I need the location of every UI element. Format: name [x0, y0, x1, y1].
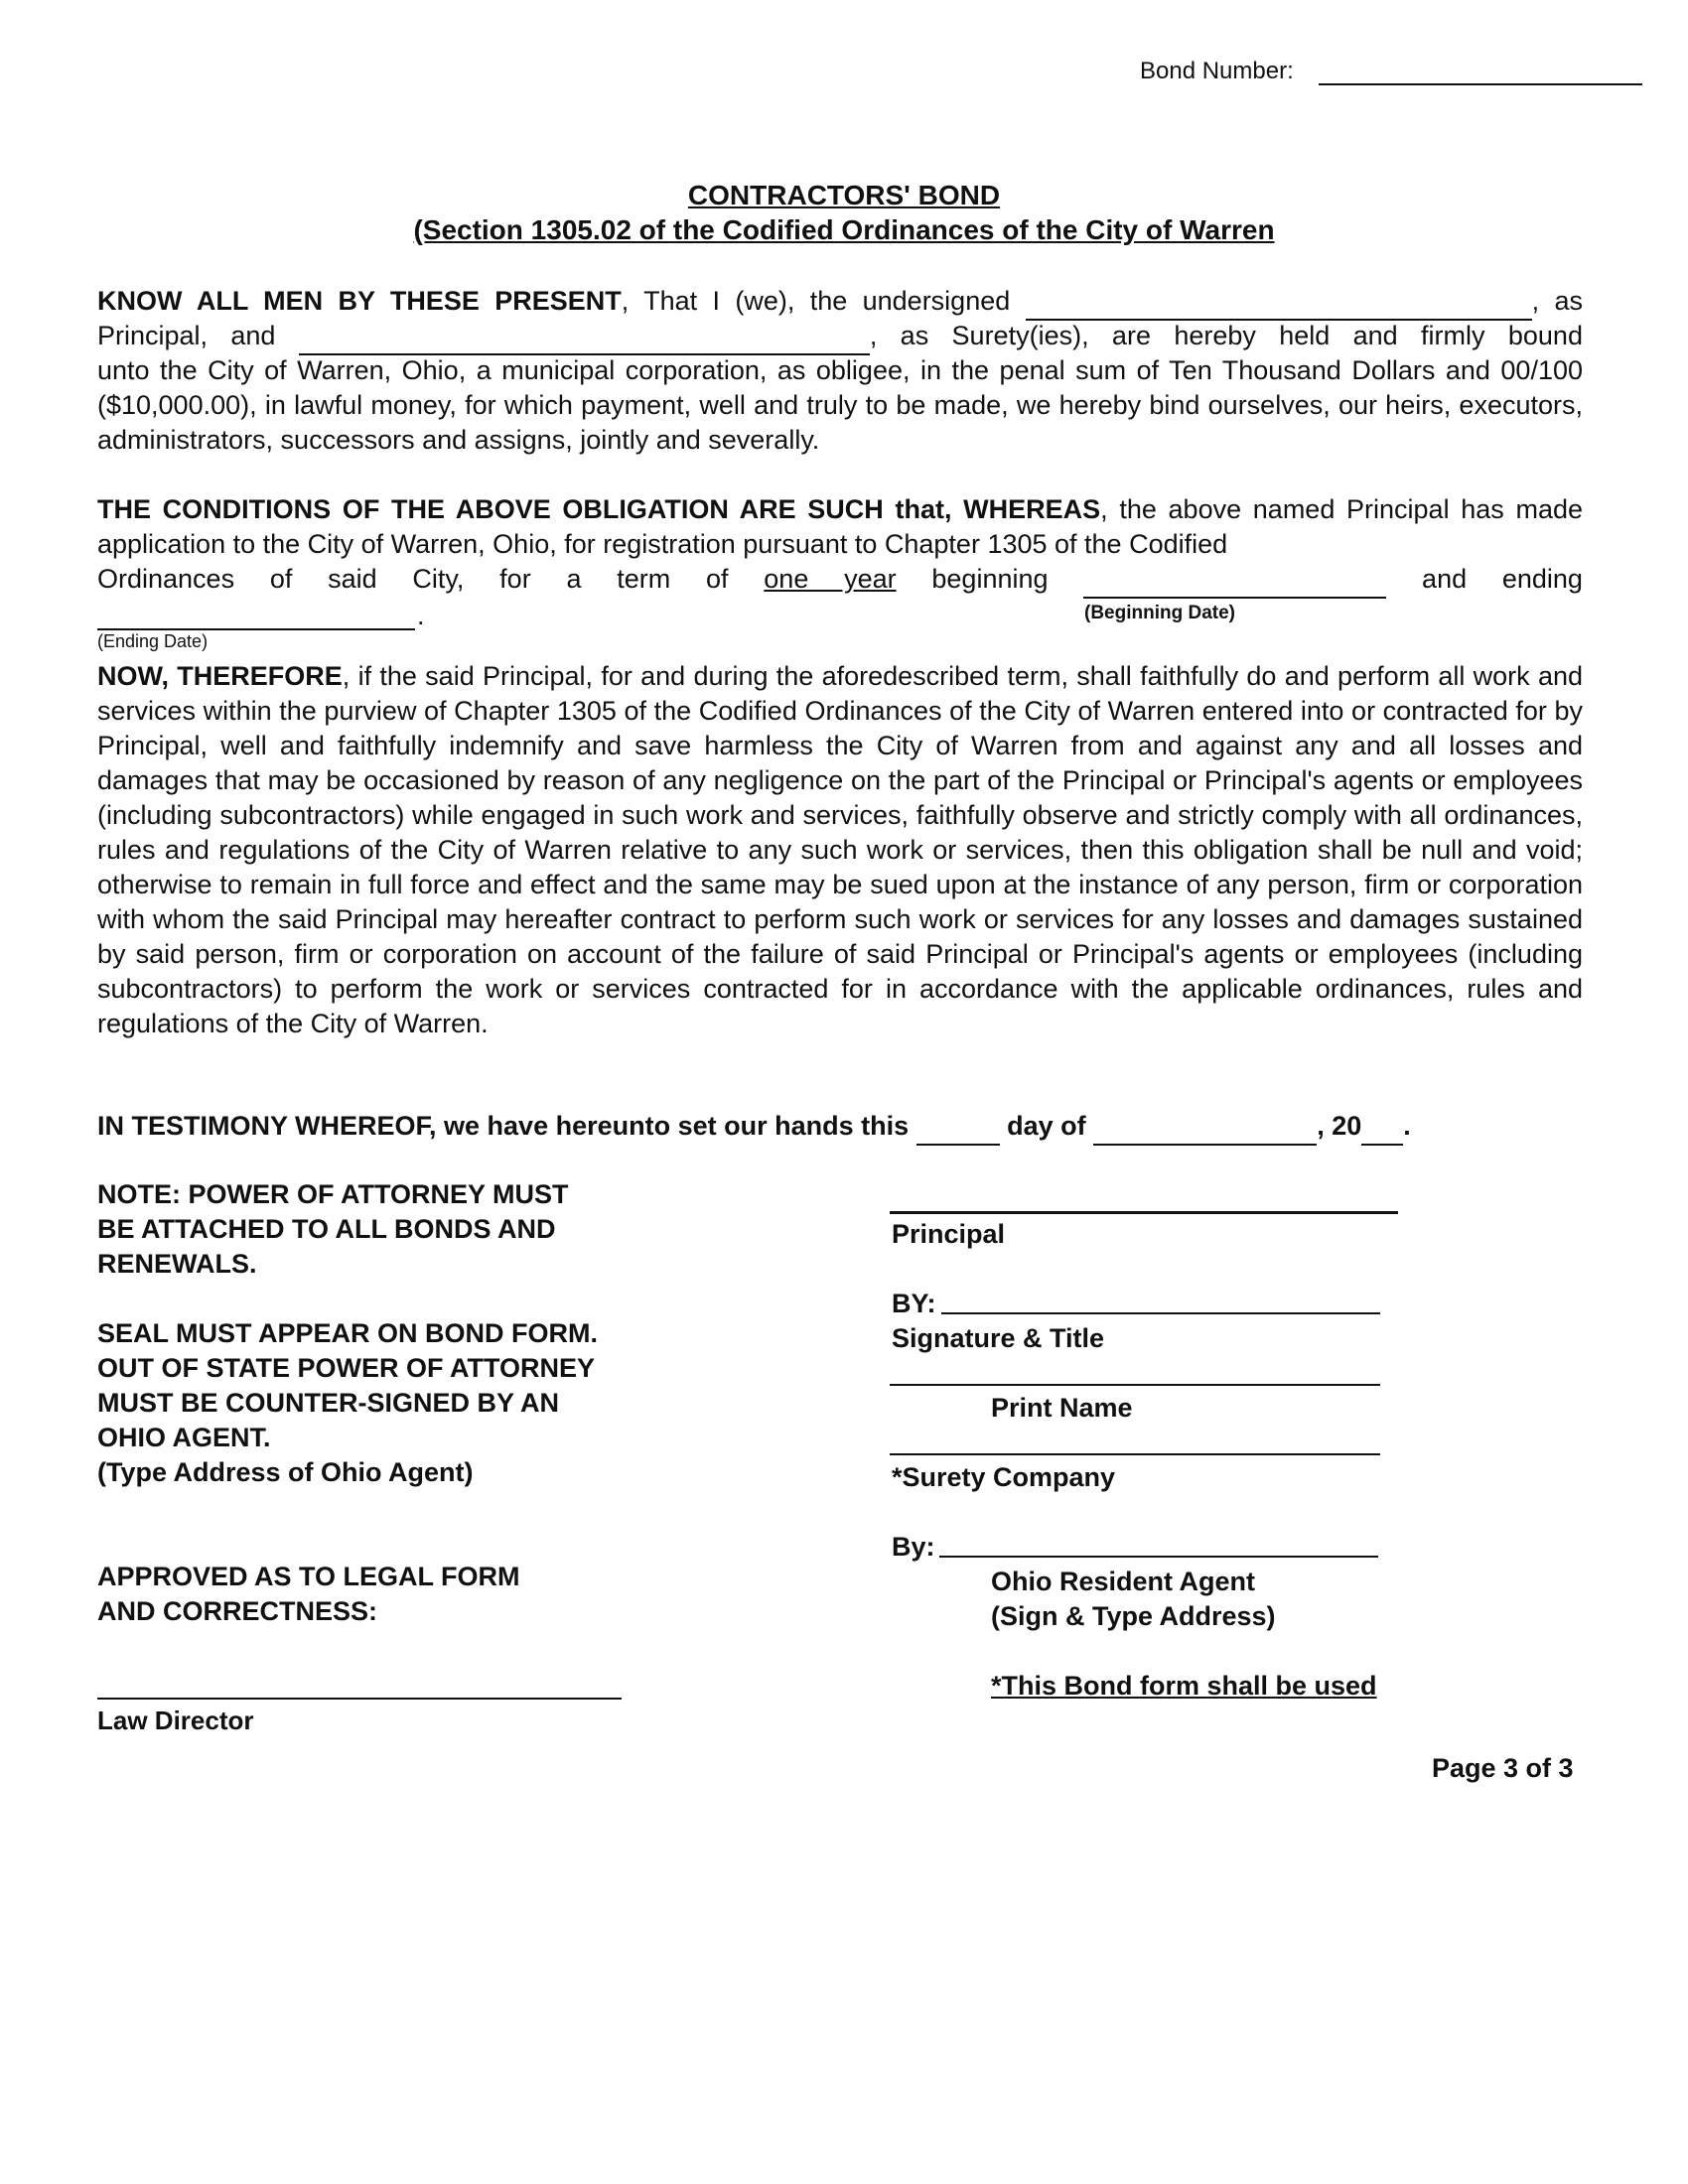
month-line[interactable] — [1093, 1109, 1317, 1146]
by-label-2: By: — [892, 1532, 935, 1562]
para2-text1: , the above named Principal has made application to the City of Warren, Ohio, for registration pursuant to Chapter 1305 of the Codified — [97, 494, 1584, 559]
ending-date-line[interactable] — [97, 628, 415, 630]
by-label-1: BY: — [892, 1289, 936, 1318]
para3-body — [97, 659, 1583, 1041]
para2-lead: THE CONDITIONS OF THE ABOVE OBLIGATION ARE SUCH that, WHEREAS — [97, 494, 1101, 524]
para1-body: unto the City of Warren, Ohio, a municipal corporation, as obligee, in the penal sum of Ten Thousand Dollars and 00/100 ($10,000.00), in lawful money, for which payment, well and truly to be made, we hereby bind ourselves, our heirs, executors, administrators, successors and assigns, jointly and severally. — [97, 355, 1583, 455]
bond-form-note: *This Bond form shall be used — [991, 1671, 1377, 1701]
para1-text2: , as — [1531, 286, 1583, 316]
title-line1: CONTRACTORS' BOND — [687, 180, 1001, 210]
ending-date-label: (Ending Date) — [97, 631, 209, 651]
approved-note — [97, 1560, 520, 1629]
para2-text2c: beginning — [931, 564, 1049, 594]
note-power-of-attorney — [97, 1177, 569, 1282]
testimony-text3: , 20 — [1317, 1111, 1362, 1141]
surety-company-label: *Surety Company — [892, 1462, 1116, 1492]
approved-line2: AND CORRECTNESS: — [97, 1596, 378, 1626]
para3-text: , if the said Principal, for and during the aforedescribed term, shall faithfully do and perform all work and services within the purview of Chapter 1305 of the Codified Ordinances of the City of Warren entered into or contracted for by Principal, well and faithfully indemnify and save harmless the City of Warren from and against any and all losses and damages that may be occasioned by reason of any negligence on the part of the Principal or Principal's agents or employees (including subcontractors) while engaged in such work and services, faithfully observe and strictly comply with all ordinances, rules and regulations of the City of Warren relative to any such work or services, then this obligation shall be null and void; otherwise to remain in full force and effect and the same may be sued upon at the instance of any person, firm or corporation with whom the said Principal may hereafter contract to perform such work or services for any losses and damages sustained by said person, firm or corporation on account of the failure of said Principal or Principal's agents or employees (including subcontractors) to perform the work or services contracted for in accordance with the applicable ordinances, rules and regulations of the City of Warren. — [97, 661, 1583, 1038]
para1-text1: , That I (we), the undersigned — [621, 286, 1011, 316]
signature-title-label: Signature & Title — [892, 1323, 1105, 1353]
law-director-signature-line[interactable] — [97, 1698, 622, 1700]
print-name-line[interactable] — [890, 1384, 1380, 1386]
print-name-label: Print Name — [991, 1393, 1133, 1423]
bond-number-label: Bond Number: — [1140, 58, 1294, 84]
note1-line1: NOTE: POWER OF ATTORNEY MUST — [97, 1179, 569, 1209]
year-line[interactable] — [1361, 1109, 1403, 1146]
note1-line2: BE ATTACHED TO ALL BONDS AND — [97, 1214, 556, 1244]
note2-line4: OHIO AGENT. — [97, 1423, 271, 1452]
law-director-label: Law Director — [97, 1706, 254, 1735]
note2-line5: (Type Address of Ohio Agent) — [97, 1457, 474, 1487]
note2-line3: MUST BE COUNTER-SIGNED BY AN — [97, 1388, 560, 1418]
term-one-year: one year — [764, 564, 897, 594]
principal-signature-line[interactable] — [890, 1211, 1398, 1214]
principal-label: Principal — [892, 1219, 1006, 1249]
bond-number-line[interactable] — [1319, 83, 1642, 85]
surety-company-line[interactable] — [890, 1453, 1380, 1455]
para2-intro — [97, 492, 1583, 562]
ending-date-period: . — [417, 601, 425, 630]
para3-lead: NOW, THEREFORE — [97, 661, 343, 691]
para1-lead: KNOW ALL MEN BY THESE PRESENT — [97, 286, 622, 316]
para2-text2a: Ordinances of said City, for a term of — [97, 564, 729, 594]
ohio-agent-line2: (Sign & Type Address) — [991, 1601, 1276, 1631]
note2-line1: SEAL MUST APPEAR ON BOND FORM. — [97, 1318, 599, 1348]
testimony-text4: . — [1403, 1111, 1411, 1141]
principal-name-line[interactable] — [1026, 284, 1532, 321]
note-seal — [97, 1316, 598, 1490]
para2-term-line — [97, 562, 1583, 599]
testimony-text1: IN TESTIMONY WHEREOF, we have hereunto set our hands this — [97, 1111, 910, 1141]
para1-line2 — [97, 319, 1583, 355]
para1-text4: , as Surety(ies), are hereby held and firmly bound — [869, 321, 1583, 350]
ohio-agent-line1: Ohio Resident Agent — [991, 1567, 1256, 1596]
beginning-date-label: (Beginning Date) — [1084, 603, 1235, 623]
ohio-agent-block — [991, 1565, 1276, 1634]
testimony-line — [97, 1109, 1411, 1146]
note2-line2: OUT OF STATE POWER OF ATTORNEY — [97, 1353, 595, 1383]
para1-text3: Principal, and — [97, 321, 276, 350]
surety-name-line[interactable] — [299, 319, 870, 355]
bond-number-field — [1140, 58, 1294, 85]
approved-line1: APPROVED AS TO LEGAL FORM — [97, 1562, 520, 1591]
by-signature-line-1[interactable] — [941, 1312, 1380, 1314]
page-number: Page 3 of 3 — [1432, 1753, 1574, 1783]
para1-line1 — [97, 284, 1583, 321]
para2-text2d: and ending — [1422, 564, 1583, 594]
day-line[interactable] — [916, 1109, 1000, 1146]
by-signature-line-2[interactable] — [939, 1556, 1378, 1558]
testimony-text2: day of — [1007, 1111, 1086, 1141]
beginning-date-line[interactable] — [1083, 562, 1386, 599]
title-line2: (Section 1305.02 of the Codified Ordinances of the City of Warren — [413, 214, 1275, 245]
note1-line3: RENEWALS. — [97, 1249, 257, 1279]
